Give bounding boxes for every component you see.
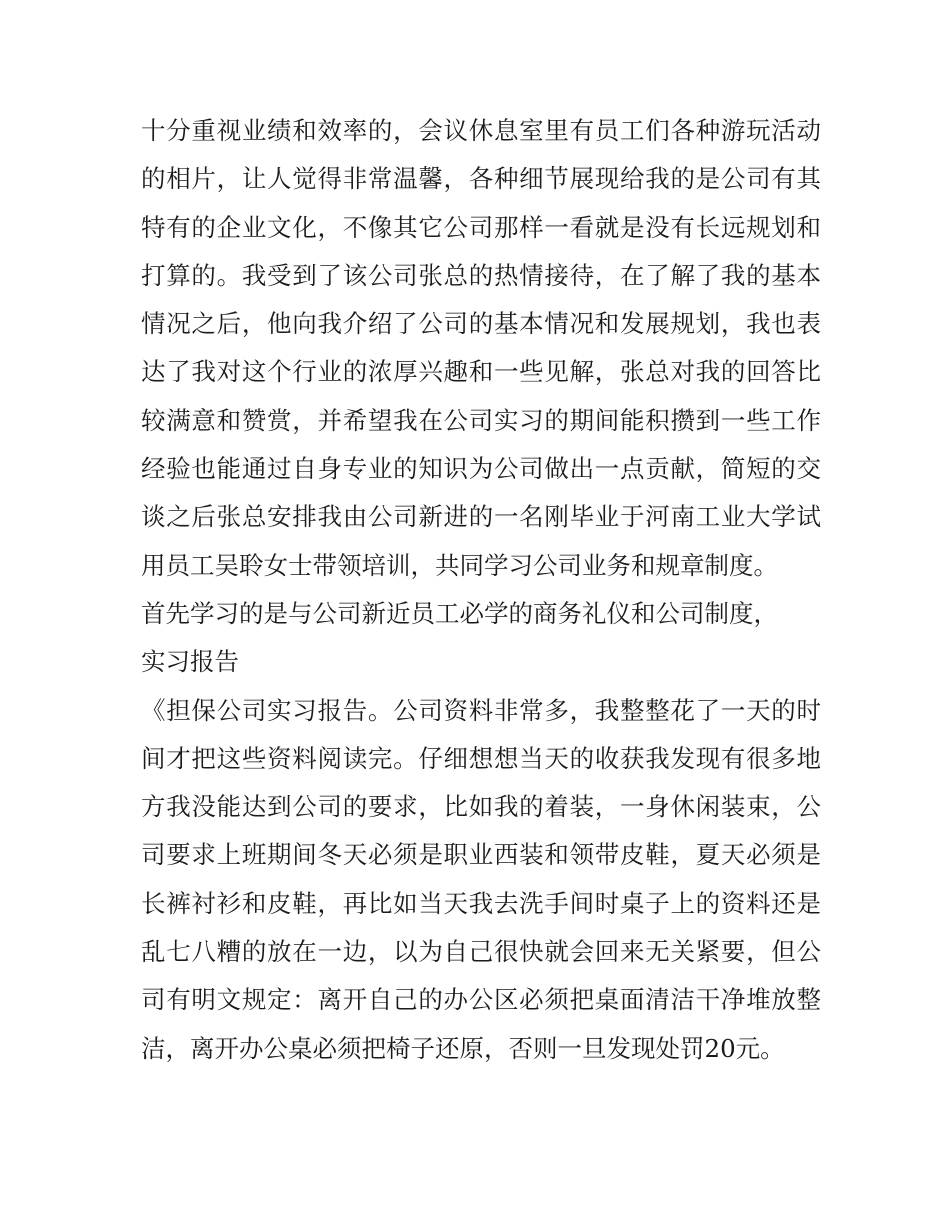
text-line: 《担保公司实习报告。公司资料非常多，我整整花了一天的时	[141, 695, 821, 725]
text-line: 长裤衬衫和皮鞋，再比如当天我去洗手间时桌子上的资料还是	[141, 888, 821, 918]
text-line: 方我没能达到公司的要求，比如我的着装，一身休闲装束，公	[141, 792, 821, 822]
text-line: 经验也能通过自身专业的知识为公司做出一点贡献，简短的交	[141, 454, 821, 484]
text-line: 的相片，让人觉得非常温馨，各种细节展现给我的是公司有其	[141, 164, 821, 194]
text-line: 间才把这些资料阅读完。仔细想想当天的收获我发现有很多地	[141, 743, 821, 773]
text-line: 十分重视业绩和效率的，会议休息室里有员工们各种游玩活动	[141, 116, 821, 145]
text-line: 较满意和赞赏，并希望我在公司实习的期间能积攒到一些工作	[141, 405, 821, 435]
text-line: 司要求上班期间冬天必须是职业西装和领带皮鞋，夏天必须是	[141, 840, 821, 870]
text-line: 用员工吴聆女士带领培训，共同学习公司业务和规章制度。	[141, 550, 778, 580]
text-line: 打算的。我受到了该公司张总的热情接待，在了解了我的基本	[141, 260, 821, 290]
text-line: 洁，离开办公桌必须把椅子还原，否则一旦发现处罚20元。	[141, 1033, 785, 1063]
text-line: 司有明文规定：离开自己的办公区必须把桌面清洁干净堆放整	[141, 985, 821, 1015]
text-line: 乱七八糟的放在一边，以为自己很快就会回来无关紧要，但公	[141, 937, 821, 967]
body-text	[141, 107, 821, 1073]
text-line: 情况之后，他向我介绍了公司的基本情况和发展规划，我也表	[141, 309, 821, 339]
text-line: 特有的企业文化，不像其它公司那样一看就是没有长远规划和	[141, 212, 821, 242]
text-line: 首先学习的是与公司新近员工必学的商务礼仪和公司制度，	[141, 598, 778, 628]
section-heading: 实习报告	[141, 647, 239, 677]
text-line: 达了我对这个行业的浓厚兴趣和一些见解，张总对我的回答比	[141, 357, 821, 387]
text-line: 谈之后张总安排我由公司新进的一名刚毕业于河南工业大学试	[141, 502, 821, 532]
